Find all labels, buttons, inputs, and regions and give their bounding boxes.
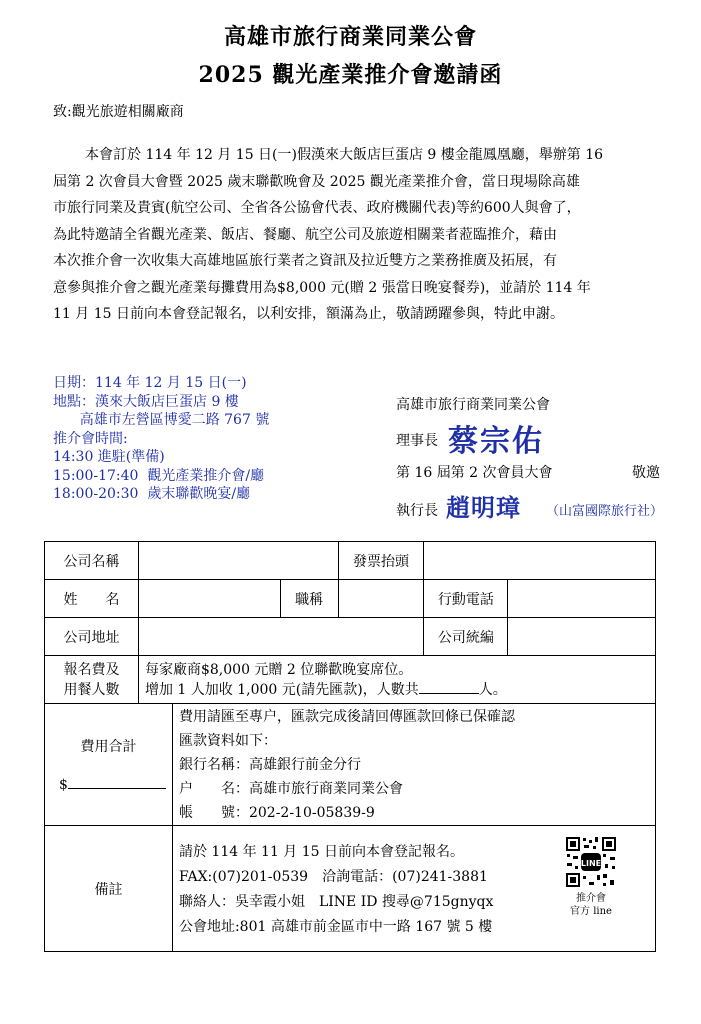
body-line: 11 月 15 日前向本會登記報名，以利安排，額滿為止，敬請踴躍參與，特此申謝。 — [53, 306, 564, 322]
exec-company: （山富國際旅行社） — [546, 504, 664, 519]
exec-signature: 趙明璋 — [446, 493, 521, 522]
payment-line: 銀行名稱：高雄銀行前金分行 — [178, 756, 361, 773]
remarks-label: 備註 — [45, 826, 173, 952]
event-address: 高雄市左營區博愛二路 767 號 — [53, 412, 270, 428]
total-label: 費用合計 — [80, 739, 137, 755]
payment-line: 費用請匯至專户，匯款完成後請回傳匯款回條已保確認 — [178, 708, 515, 725]
total-amount-field[interactable] — [68, 776, 166, 789]
event-date: 日期：114 年 12 月 15 日(一) — [53, 375, 247, 391]
body-line: 市旅行同業及貴賓(航空公司、全省各公協會代表、政府機關代表)等約600人與會了， — [53, 200, 581, 216]
address-field[interactable] — [138, 618, 423, 656]
invite-label: 敬邀 — [632, 465, 660, 481]
body-line: 本會訂於 114 年 12 月 15 日(一)假漢來大飯店巨蛋店 9 樓金龍鳳凰廳，舉辦第 16 — [85, 147, 604, 163]
chair-signature: 蔡宗佑 — [448, 424, 544, 459]
fee-label-line: 報名費及 — [63, 661, 120, 678]
event-info — [53, 374, 269, 504]
qr-caption: 推介會 — [576, 893, 606, 904]
fee-label-line: 用餐人數 — [63, 681, 120, 698]
invitation-title: 2025 觀光產業推介會邀請函 — [198, 62, 503, 88]
invitation-body — [53, 142, 653, 328]
schedule-item: 15:00-17:40 觀光產業推介會/廳 — [53, 467, 265, 484]
body-line: 本次推介會一次收集大高雄地區旅行業者之資訊及拉近雙方之業務推廣及拓展，有 — [53, 253, 557, 269]
position-field[interactable] — [338, 580, 424, 618]
event-place: 地點：漢來大飯店巨蛋店 9 樓 — [53, 393, 239, 410]
payment-line: 帳 號：202-2-10-05839-9 — [178, 804, 375, 821]
name-field[interactable] — [138, 580, 280, 618]
payment-line: 匯款資料如下： — [178, 732, 277, 749]
invoice-title-label: 發票抬頭 — [338, 542, 424, 580]
qr-code-icon[interactable] — [565, 836, 617, 888]
position-label: 職稱 — [280, 580, 338, 618]
recipient-line: 致:觀光旅遊相關廠商 — [53, 104, 184, 120]
tax-id-field[interactable] — [508, 618, 656, 656]
total-amount — [51, 776, 166, 793]
payment-info — [172, 704, 655, 826]
qr-line-badge: LINE — [580, 859, 602, 868]
company-name-field[interactable] — [138, 542, 338, 580]
mobile-label: 行動電話 — [424, 580, 508, 618]
fee-line-end: 人。 — [478, 681, 507, 698]
remarks-line: FAX:(07)201-0539 洽詢電話：(07)241-3881 — [178, 868, 488, 885]
fee-description — [138, 656, 655, 704]
remarks-line: 聯絡人：吳幸霞小姐 LINE ID 搜尋@715gnyqx — [178, 893, 494, 910]
fee-line-extra: 增加 1 人加收 1,000 元(請先匯款)，人數共 — [144, 681, 419, 698]
exec-title: 執行長 — [396, 503, 438, 519]
name-label: 姓 名 — [45, 580, 139, 618]
body-line: 為此特邀請全省觀光產業、飯店、餐廳、航空公司及旅遊相關業者蒞臨推介，藉由 — [53, 226, 557, 243]
qr-caption: 官方 line — [570, 906, 612, 917]
schedule-item: 18:00-20:30 歲末聯歡晚宴/廳 — [53, 486, 251, 502]
mobile-field[interactable] — [508, 580, 656, 618]
dollar-sign: $ — [59, 777, 68, 793]
total-cell — [45, 704, 173, 826]
tax-id-label: 公司統編 — [424, 618, 508, 656]
meeting-label: 第 16 屆第 2 次會員大會 — [396, 465, 553, 481]
line-qr-block — [565, 836, 617, 918]
fee-label — [45, 656, 139, 704]
company-name-label: 公司名稱 — [45, 542, 139, 580]
remarks-line: 請於 114 年 11 月 15 日前向本會登記報名。 — [178, 843, 465, 860]
chair-title: 理事長 — [396, 433, 438, 449]
fee-line — [145, 680, 649, 700]
association-title: 高雄市旅行商業同業公會 — [223, 24, 477, 50]
signature-org: 高雄市旅行商業同業公會 — [396, 397, 550, 413]
schedule-item: 14:30 進駐(準備) — [53, 449, 165, 465]
invoice-title-field[interactable] — [424, 542, 656, 580]
address-label: 公司地址 — [45, 618, 139, 656]
body-line: 意參與推介會之觀光產業每攤費用為$8,000 元(贈 2 張當日晚宴餐券)，並請於 114 年 — [53, 279, 591, 296]
event-time-label: 推介會時間: — [53, 430, 128, 447]
payment-line: 户 名：高雄市旅行商業同業公會 — [178, 780, 403, 797]
body-line: 屆第 2 次會員大會暨 2025 歲末聯歡晚會及 2025 觀光產業推介會，當日現場除高雄 — [53, 173, 580, 190]
attendee-count-field[interactable] — [419, 681, 479, 694]
remarks-line: 公會地址:801 高雄市前金區市中一路 167 號 5 樓 — [178, 918, 493, 935]
fee-line: 每家廠商$8,000 元贈 2 位聯歡晚宴席位。 — [144, 661, 413, 678]
